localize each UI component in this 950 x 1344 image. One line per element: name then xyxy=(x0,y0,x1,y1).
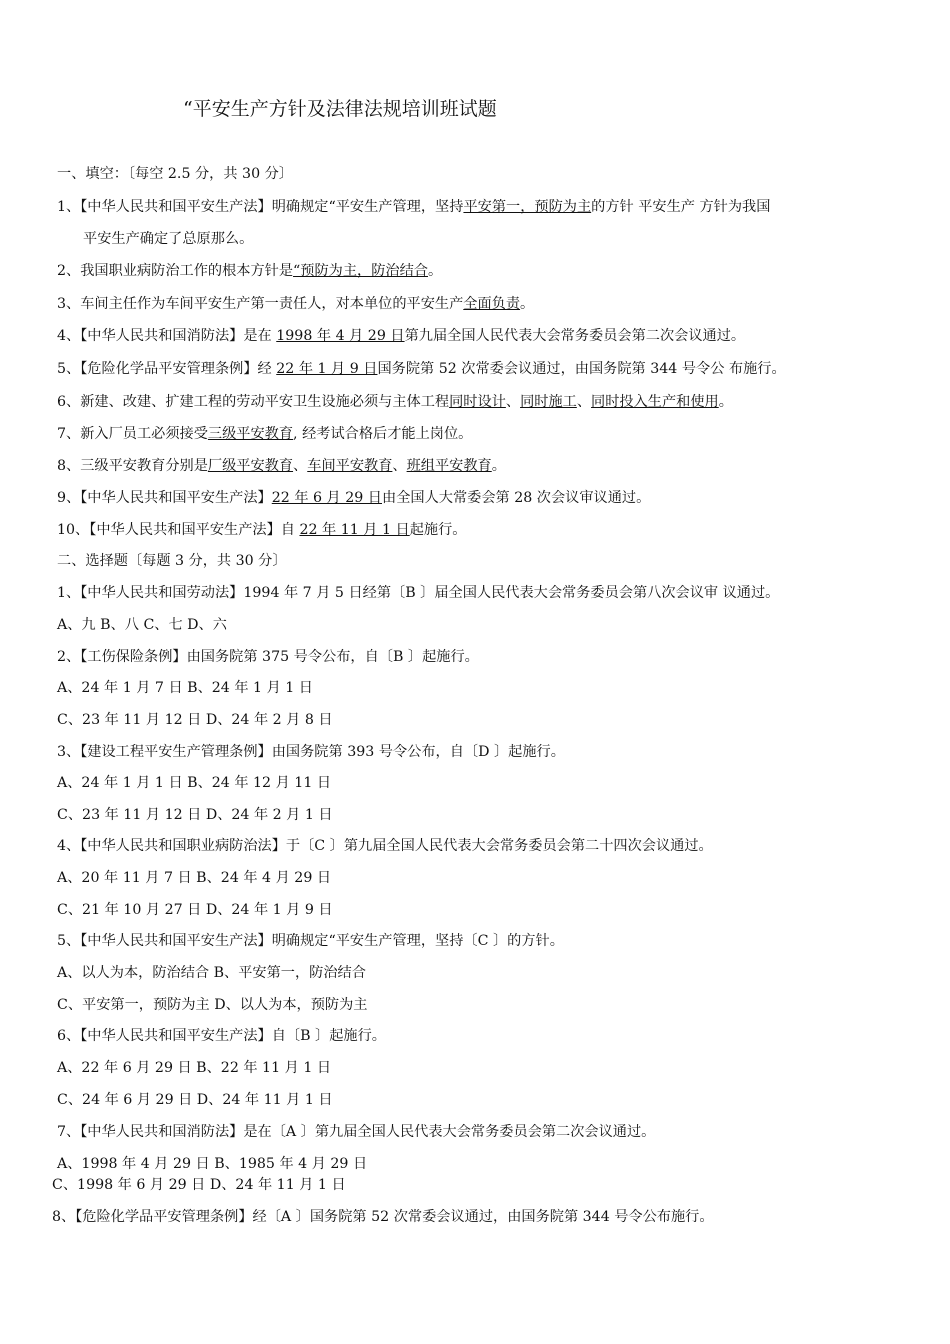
line-text: 。 xyxy=(718,394,733,410)
line-text: 6、新建、改建、扩建工程的劳动平安卫生设施必须与主体工程 xyxy=(57,394,450,410)
line-text: 的方针 平安生产 方针为我国 xyxy=(591,199,771,215)
answer-blank: 22 年 11 月 1 日 xyxy=(299,522,410,538)
line-text: A、1998 年 4 月 29 日 B、1985 年 4 月 29 日 xyxy=(57,1156,368,1172)
answer-blank: 同时施工 xyxy=(520,394,577,410)
line-text: C、1998 年 6 月 29 日 D、24 年 11 月 1 日 xyxy=(52,1177,346,1193)
line-text: 3、车间主任作为车间平安生产第一责任人，对本单位的平安生产 xyxy=(57,296,464,312)
line-text: C、23 年 11 月 12 日 D、24 年 2 月 8 日 xyxy=(57,712,333,728)
text-line xyxy=(57,1026,386,1046)
line-text: 6、【中华人民共和国平安生产法】自〔B 〕起施行。 xyxy=(57,1028,386,1044)
line-text: 第九届全国人民代表大会常务委员会第二次会议通过。 xyxy=(404,328,746,344)
line-text: 4、【中华人民共和国消防法】是在 xyxy=(57,328,277,344)
line-text: 4、【中华人民共和国职业病防治法】于〔C 〕第九届全国人民代表大会常务委员会第二十四次会议通过。 xyxy=(57,838,713,854)
text-line xyxy=(57,805,333,825)
text-line xyxy=(57,1122,655,1142)
line-text: C、21 年 10 月 27 日 D、24 年 1 月 9 日 xyxy=(57,902,333,918)
line-text: A、20 年 11 月 7 日 B、24 年 4 月 29 日 xyxy=(57,870,332,886)
line-text: A、22 年 6 月 29 日 B、22 年 11 月 1 日 xyxy=(57,1060,332,1076)
line-text: , 经考试合格后才能上岗位。 xyxy=(293,426,473,442)
line-text: A、24 年 1 月 7 日 B、24 年 1 月 1 日 xyxy=(57,680,313,696)
line-text: 二、选择题〔每题 3 分，共 30 分〕 xyxy=(57,553,287,569)
text-line xyxy=(57,326,745,346)
line-text: 1、【中华人民共和国劳动法】1994 年 7 月 5 日经第〔B 〕届全国人民代表大会常务委员会第八次会议审 议通过。 xyxy=(57,585,780,601)
text-line xyxy=(57,197,770,217)
line-text: 一、填空：〔每空 2.5 分，共 30 分〕 xyxy=(57,166,293,182)
line-text: 由全国人大常委会第 28 次会议审议通过。 xyxy=(382,490,651,506)
text-line xyxy=(57,1154,367,1174)
line-text: 、 xyxy=(392,458,407,474)
text-line xyxy=(57,1058,331,1078)
line-text: 平安生产确定了总原那么。 xyxy=(83,231,254,247)
line-text: 。 xyxy=(520,296,535,312)
text-line xyxy=(57,773,331,793)
line-text: 、 xyxy=(505,394,521,410)
text-line xyxy=(57,1090,333,1110)
answer-blank: 平安第一，预防为主 xyxy=(463,199,592,215)
text-line xyxy=(57,294,534,314)
line-text: 2、【工伤保险条例】由国务院第 375 号令公布，自〔B 〕起施行。 xyxy=(57,649,479,665)
text-line xyxy=(57,900,333,920)
line-text: 起施行。 xyxy=(409,522,467,538)
line-text: 5、【中华人民共和国平安生产法】明确规定“平安生产管理，坚持〔C 〕的方针。 xyxy=(57,933,564,949)
line-text: 2、我国职业病防治工作的根本方针是 xyxy=(57,263,294,279)
answer-blank: 同时设计 xyxy=(449,394,506,410)
line-text: A、九 B、八 C、七 D、六 xyxy=(57,617,227,633)
line-text: C、平安第一，预防为主 D、以人为本，预防为主 xyxy=(57,997,368,1013)
answer-blank: 班组平安教育 xyxy=(406,458,492,474)
text-line xyxy=(57,392,733,412)
text-line xyxy=(52,1207,714,1227)
line-text: 8、三级平安教育分别是 xyxy=(57,458,208,474)
text-line xyxy=(57,742,565,762)
line-text: 、 xyxy=(293,458,308,474)
line-text: C、24 年 6 月 29 日 D、24 年 11 月 1 日 xyxy=(57,1092,333,1108)
line-text: A、以人为本，防治结合 B、平安第一，防治结合 xyxy=(57,965,366,981)
text-line xyxy=(57,615,227,635)
line-text: 。 xyxy=(427,263,443,279)
text-line xyxy=(57,551,287,571)
line-text: 9、【中华人民共和国平安生产法】 xyxy=(57,490,272,506)
answer-blank: 厂级平安教育 xyxy=(207,458,294,474)
answer-blank: 同时投入生产和使用 xyxy=(591,394,719,410)
line-text: C、23 年 11 月 12 日 D、24 年 2 月 1 日 xyxy=(57,807,333,823)
answer-blank: “预防为主，防治结合 xyxy=(293,263,428,279)
line-text: 1、【中华人民共和国平安生产法】明确规定“平安生产管理，坚持 xyxy=(57,199,464,215)
text-line xyxy=(57,164,293,184)
text-line xyxy=(57,868,331,888)
text-line xyxy=(57,583,779,603)
line-text: 8、【危险化学品平安管理条例】经〔A 〕国务院第 52 次常委会议通过，由国务院第 344 号令公布施行。 xyxy=(52,1209,714,1225)
text-line xyxy=(57,359,786,379)
line-text: 国务院第 52 次常委会议通过，由国务院第 344 号令公 布施行。 xyxy=(377,361,786,377)
line-text: 。 xyxy=(491,458,506,474)
text-line xyxy=(57,836,713,856)
line-text: 、 xyxy=(576,394,592,410)
text-line xyxy=(57,456,506,476)
answer-blank: 三级平安教育 xyxy=(207,426,294,442)
text-line xyxy=(57,931,564,951)
text-line xyxy=(83,229,253,249)
page-title: “平安生产方针及法律法规培训班试题 xyxy=(183,98,497,120)
line-text: 10、【中华人民共和国平安生产法】自 xyxy=(57,522,300,538)
text-line xyxy=(57,710,333,730)
text-line xyxy=(57,424,472,444)
line-text: 5、【危险化学品平安管理条例】经 xyxy=(57,361,277,377)
line-text: 7、新入厂员工必须接受 xyxy=(57,426,208,442)
text-line xyxy=(57,647,479,667)
text-line xyxy=(57,963,366,983)
answer-blank: 全面负责 xyxy=(463,296,521,312)
text-line xyxy=(57,261,442,281)
answer-blank: 22 年 6 月 29 日 xyxy=(271,490,382,506)
text-line xyxy=(57,488,650,508)
text-line xyxy=(57,520,466,540)
line-text: 3、【建设工程平安生产管理条例】由国务院第 393 号令公布，自〔D 〕起施行。 xyxy=(57,744,565,760)
line-text: 7、【中华人民共和国消防法】是在〔A 〕第九届全国人民代表大会常务委员会第二次会议通过。 xyxy=(57,1124,656,1140)
answer-blank: 车间平安教育 xyxy=(307,458,393,474)
answer-blank: 22 年 1 月 9 日 xyxy=(276,361,378,377)
text-line xyxy=(57,678,313,698)
line-text: A、24 年 1 月 1 日 B、24 年 12 月 11 日 xyxy=(57,775,332,791)
text-line xyxy=(57,995,368,1015)
answer-blank: 1998 年 4 月 29 日 xyxy=(276,328,405,344)
text-line xyxy=(52,1175,346,1195)
